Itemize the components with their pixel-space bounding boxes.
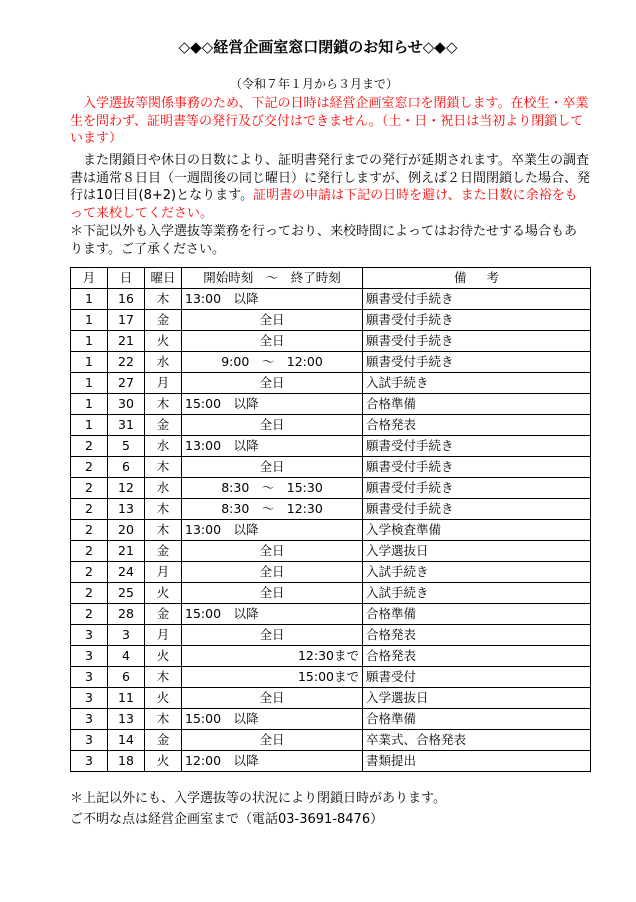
period-subtitle: （令和７年１月から３月まで） [230, 77, 399, 91]
table-row [71, 625, 591, 646]
day-cell: 21 [108, 331, 145, 352]
weekday-cell: 水 [145, 478, 182, 499]
note-cell: 合格準備 [363, 394, 591, 415]
note-cell: 入学検査準備 [363, 520, 591, 541]
table-row [71, 751, 591, 772]
time-cell: 全日 [182, 457, 363, 478]
header-month: 月 [71, 268, 108, 289]
note-cell: 合格発表 [363, 415, 591, 436]
footer-note: ＊上記以外にも、入学選抜等の状況により閉鎖日時があります。 [70, 791, 446, 806]
table-header-row [71, 268, 591, 289]
time-cell: 13:00 以降 [182, 520, 363, 541]
weekday-cell: 金 [145, 541, 182, 562]
weekday-cell: 火 [145, 688, 182, 709]
day-cell: 18 [108, 751, 145, 772]
table-row [71, 730, 591, 751]
note-cell: 入試手続き [363, 373, 591, 394]
day-cell: 3 [108, 625, 145, 646]
closure-notice-paragraph: 入学選抜等関係事務のため、下記の日時は経営企画室窓口を閉鎖します。在校生・卒業生を問わず、証明書等の発行及び交付はできません。（土・日・祝日は当初より閉鎖しています） [70, 96, 589, 146]
time-cell: 12:30まで [182, 646, 363, 667]
time-cell: 全日 [182, 562, 363, 583]
table-row [71, 289, 591, 310]
note-cell: 願書受付手続き [363, 478, 591, 499]
note-cell: 入学選抜日 [363, 688, 591, 709]
day-cell: 28 [108, 604, 145, 625]
header-day: 日 [108, 268, 145, 289]
header-note: 備考 [363, 268, 591, 289]
note-cell: 願書受付手続き [363, 457, 591, 478]
month-cell: 1 [71, 310, 108, 331]
month-cell: 2 [71, 499, 108, 520]
day-cell: 4 [108, 646, 145, 667]
closure-schedule-table [70, 267, 591, 772]
weekday-cell: 金 [145, 730, 182, 751]
weekday-cell: 火 [145, 751, 182, 772]
day-cell: 17 [108, 310, 145, 331]
weekday-cell: 木 [145, 457, 182, 478]
note-cell: 願書受付手続き [363, 289, 591, 310]
time-cell: 13:00 以降 [182, 289, 363, 310]
weekday-cell: 水 [145, 436, 182, 457]
table-row [71, 520, 591, 541]
note-cell: 合格準備 [363, 709, 591, 730]
month-cell: 2 [71, 478, 108, 499]
weekday-cell: 月 [145, 373, 182, 394]
weekday-cell: 水 [145, 352, 182, 373]
month-cell: 1 [71, 373, 108, 394]
table-row [71, 499, 591, 520]
month-cell: 2 [71, 604, 108, 625]
note-cell: 卒業式、合格発表 [363, 730, 591, 751]
month-cell: 1 [71, 394, 108, 415]
time-cell: 全日 [182, 625, 363, 646]
day-cell: 30 [108, 394, 145, 415]
time-cell: 全日 [182, 331, 363, 352]
table-row [71, 352, 591, 373]
day-cell: 14 [108, 730, 145, 751]
table-row [71, 667, 591, 688]
weekday-cell: 木 [145, 520, 182, 541]
month-cell: 1 [71, 415, 108, 436]
table-row [71, 688, 591, 709]
month-cell: 3 [71, 709, 108, 730]
weekday-cell: 金 [145, 604, 182, 625]
table-row [71, 604, 591, 625]
note-cell: 願書受付手続き [363, 352, 591, 373]
month-cell: 1 [71, 331, 108, 352]
time-cell: 13:00 以降 [182, 436, 363, 457]
weekday-cell: 金 [145, 310, 182, 331]
time-cell: 全日 [182, 310, 363, 331]
header-weekday: 曜日 [145, 268, 182, 289]
month-cell: 3 [71, 688, 108, 709]
contact-info: ご不明な点は経営企画室まで（電話03-3691-8476） [70, 812, 384, 827]
weekday-cell: 木 [145, 499, 182, 520]
table-row [71, 457, 591, 478]
weekday-cell: 金 [145, 415, 182, 436]
day-cell: 12 [108, 478, 145, 499]
note-cell: 願書受付手続き [363, 436, 591, 457]
note-cell: 願書受付手続き [363, 310, 591, 331]
day-cell: 13 [108, 709, 145, 730]
month-cell: 1 [71, 352, 108, 373]
month-cell: 3 [71, 667, 108, 688]
note-cell: 書類提出 [363, 751, 591, 772]
day-cell: 6 [108, 667, 145, 688]
month-cell: 3 [71, 625, 108, 646]
day-cell: 6 [108, 457, 145, 478]
day-cell: 21 [108, 541, 145, 562]
note-cell: 願書受付手続き [363, 331, 591, 352]
day-cell: 25 [108, 583, 145, 604]
time-cell: 9:00 ～ 12:00 [182, 352, 363, 373]
note-cell: 合格発表 [363, 625, 591, 646]
time-cell: 全日 [182, 415, 363, 436]
weekday-cell: 木 [145, 289, 182, 310]
time-cell: 15:00 以降 [182, 604, 363, 625]
month-cell: 3 [71, 730, 108, 751]
month-cell: 2 [71, 583, 108, 604]
note-cell: 入学選抜日 [363, 541, 591, 562]
table-row [71, 436, 591, 457]
time-cell: 全日 [182, 541, 363, 562]
waiting-notice-paragraph: ＊下記以外も入学選抜等業務を行っており、来校時間によってはお待たせする場合もあります。ご了承ください。 [70, 224, 578, 257]
weekday-cell: 月 [145, 562, 182, 583]
time-cell: 全日 [182, 583, 363, 604]
weekday-cell: 木 [145, 394, 182, 415]
day-cell: 24 [108, 562, 145, 583]
day-cell: 20 [108, 520, 145, 541]
note-cell: 入試手続き [363, 562, 591, 583]
day-cell: 31 [108, 415, 145, 436]
time-cell: 全日 [182, 730, 363, 751]
weekday-cell: 火 [145, 583, 182, 604]
time-cell: 15:00まで [182, 667, 363, 688]
table-row [71, 373, 591, 394]
note-cell: 入試手続き [363, 583, 591, 604]
weekday-cell: 火 [145, 646, 182, 667]
time-cell: 8:30 ～ 15:30 [182, 478, 363, 499]
month-cell: 2 [71, 541, 108, 562]
weekday-cell: 木 [145, 709, 182, 730]
day-cell: 13 [108, 499, 145, 520]
note-cell: 願書受付手続き [363, 499, 591, 520]
table-row [71, 541, 591, 562]
time-cell: 8:30 ～ 12:30 [182, 499, 363, 520]
note-cell: 願書受付 [363, 667, 591, 688]
table-row [71, 709, 591, 730]
day-cell: 22 [108, 352, 145, 373]
table-row [71, 310, 591, 331]
month-cell: 2 [71, 520, 108, 541]
time-cell: 12:00 以降 [182, 751, 363, 772]
weekday-cell: 火 [145, 331, 182, 352]
table-row [71, 478, 591, 499]
time-cell: 15:00 以降 [182, 709, 363, 730]
month-cell: 1 [71, 289, 108, 310]
delay-notice-text: また閉鎖日や休日の日数により、証明書発行までの発行が延期されます。卒業生の調査書は通常８日目（一週間後の同じ曜日）に発行しますが、例えば２日間閉鎖した場合、発行は10日目(8+2)となります。 [70, 153, 591, 203]
note-cell: 合格発表 [363, 646, 591, 667]
month-cell: 3 [71, 751, 108, 772]
table-row [71, 415, 591, 436]
delay-notice-warning: 証明書の申請は下記の日時を避け、また日数に余裕をもって来校してください。 [70, 188, 578, 221]
day-cell: 27 [108, 373, 145, 394]
table-row [71, 583, 591, 604]
month-cell: 3 [71, 646, 108, 667]
weekday-cell: 月 [145, 625, 182, 646]
time-cell: 全日 [182, 373, 363, 394]
time-cell: 15:00 以降 [182, 394, 363, 415]
table-row [71, 646, 591, 667]
header-time: 開始時刻 ～ 終了時刻 [182, 268, 363, 289]
month-cell: 2 [71, 457, 108, 478]
note-cell: 合格準備 [363, 604, 591, 625]
month-cell: 2 [71, 436, 108, 457]
page-title: ◇◆◇経営企画室窓口閉鎖のお知らせ◇◆◇ [178, 38, 458, 56]
time-cell: 全日 [182, 688, 363, 709]
day-cell: 11 [108, 688, 145, 709]
day-cell: 16 [108, 289, 145, 310]
table-row [71, 394, 591, 415]
delay-notice-paragraph [70, 152, 590, 222]
schedule-body [71, 289, 591, 772]
day-cell: 5 [108, 436, 145, 457]
table-row [71, 331, 591, 352]
month-cell: 2 [71, 562, 108, 583]
table-row [71, 562, 591, 583]
weekday-cell: 木 [145, 667, 182, 688]
